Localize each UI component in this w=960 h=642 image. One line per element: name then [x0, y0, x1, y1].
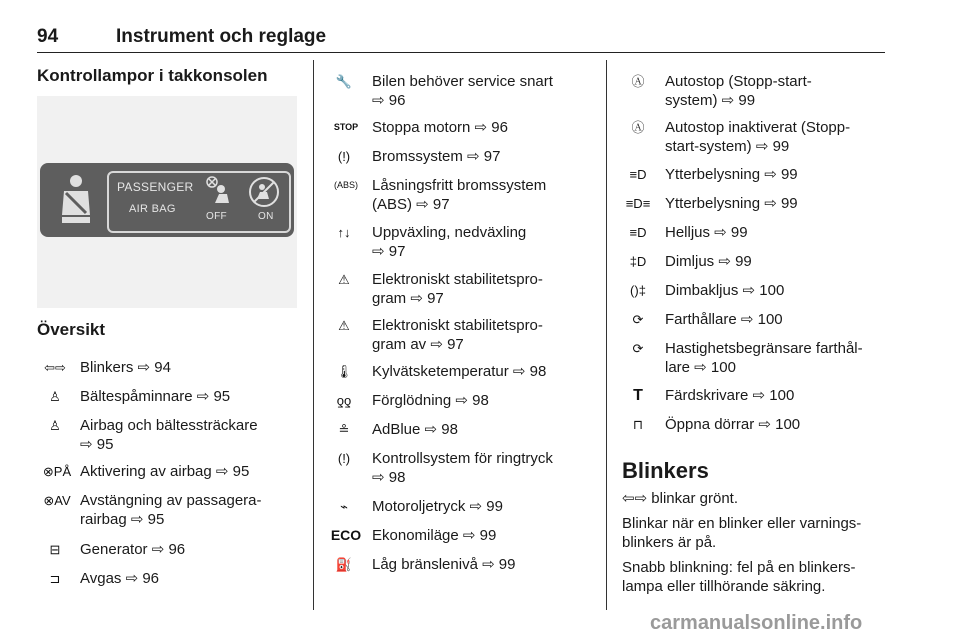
blinkers-heading: Blinkers: [622, 458, 709, 483]
list-item-cont: ⇨ 95: [80, 436, 114, 453]
fog-light-icon: ‡D: [629, 254, 647, 269]
list-item: Blinkers ⇨ 94: [80, 359, 171, 376]
list-item: Helljus ⇨ 99: [665, 224, 748, 241]
list-item: Dimbakljus ⇨ 100: [665, 282, 785, 299]
list-item-cont: start-system) ⇨ 99: [665, 138, 790, 155]
seatbelt-reminder-icon: ♙: [49, 389, 61, 404]
fuel-icon: ⛽: [335, 557, 353, 572]
list-item: Generator ⇨ 96: [80, 541, 186, 558]
esp-icon: ⚠: [338, 272, 350, 287]
list-item-cont: rairbag ⇨ 95: [80, 511, 165, 528]
list-item-cont: ⇨ 96: [372, 92, 406, 109]
off-label: OFF: [206, 211, 227, 222]
list-item-cont: gram ⇨ 97: [372, 290, 444, 307]
door-open-icon: ⊓: [632, 417, 644, 432]
list-item: Avstängning av passagera-: [80, 492, 262, 509]
brake-icon: (!): [337, 149, 351, 164]
autostop-off-icon: Ⓐ: [631, 120, 645, 135]
list-item-cont: ⇨ 97: [372, 243, 406, 260]
column-divider-1: [313, 60, 314, 610]
autostop-icon: Ⓐ: [631, 74, 645, 89]
tire-pressure-icon: (!): [337, 451, 351, 466]
list-item: Öppna dörrar ⇨ 100: [665, 416, 801, 433]
list-item: Ytterbelysning ⇨ 99: [665, 195, 798, 212]
list-item: Autostop (Stopp-start-: [665, 73, 812, 90]
list-item: Kylvätsketemperatur ⇨ 98: [372, 363, 547, 380]
list-item: Elektroniskt stabilitetspro-: [372, 271, 543, 288]
list-item: Aktivering av airbag ⇨ 95: [80, 463, 250, 480]
speed-limiter-icon: ⟳: [632, 341, 644, 356]
coolant-temp-icon: 🌡: [335, 364, 353, 379]
list-item: AdBlue ⇨ 98: [372, 421, 458, 438]
high-beam-icon: ≡D: [629, 225, 647, 240]
cruise-control-icon: ⟳: [632, 312, 644, 327]
airbag-label: AIR BAG: [129, 203, 176, 215]
list-item: Bältespåminnare ⇨ 95: [80, 388, 231, 405]
eco-icon: ECO: [330, 527, 362, 543]
list-item: Motoroljetryck ⇨ 99: [372, 498, 503, 515]
list-item-cont: (ABS) ⇨ 97: [372, 196, 450, 213]
side-light-icon: ≡D≡: [625, 196, 651, 211]
list-item: Dimljus ⇨ 99: [665, 253, 752, 270]
on-label: ON: [258, 211, 274, 222]
list-item: Ekonomiläge ⇨ 99: [372, 527, 497, 544]
airbag-on-icon: ⊗PÅ: [42, 464, 72, 479]
blinkers-text: blinkers är på.: [622, 534, 717, 551]
rear-fog-icon: ()‡: [630, 283, 646, 298]
list-item: Låg bränslenivå ⇨ 99: [372, 556, 516, 573]
list-item: Låsningsfritt bromssystem: [372, 177, 547, 194]
column-divider-2: [606, 60, 607, 610]
list-item: Bilen behöver service snart: [372, 73, 553, 90]
blinkers-text: ⇦⇨ blinkar grönt.: [622, 490, 739, 507]
watermark: carmanualsonline.info: [650, 612, 863, 634]
service-icon: 🔧: [335, 74, 353, 89]
gear-shift-icon: ↑↓: [337, 225, 351, 240]
engine-icon: ⊐: [49, 571, 61, 586]
list-item: Autostop inaktiverat (Stopp-: [665, 119, 851, 136]
stop-icon: STOP: [333, 122, 359, 132]
list-item: Bromssystem ⇨ 97: [372, 148, 501, 165]
list-item: Ytterbelysning ⇨ 99: [665, 166, 798, 183]
list-item: Elektroniskt stabilitetspro-: [372, 317, 543, 334]
battery-icon: ⊟: [49, 542, 61, 557]
list-item: Kontrollsystem för ringtryck: [372, 450, 553, 467]
page-header: [37, 26, 885, 53]
airbag-off-icon: [205, 175, 233, 205]
page-number: 94: [37, 26, 59, 47]
list-item-cont: lare ⇨ 100: [665, 359, 736, 376]
overhead-console-figure: [37, 96, 297, 308]
blinkers-text: Snabb blinkning: fel på en blinkers-: [622, 559, 856, 576]
abs-icon: (ABS): [333, 180, 358, 190]
esp-off-icon: ⚠: [338, 318, 350, 333]
list-item: Uppväxling, nedväxling: [372, 224, 527, 241]
section-title: Kontrollampor i takkonsolen: [37, 66, 268, 85]
list-item-cont: system) ⇨ 99: [665, 92, 756, 109]
exterior-light-icon: ≡D: [629, 167, 647, 182]
blinkers-text: Blinkar när en blinker eller varnings-: [622, 515, 862, 532]
airbag-label-box: [107, 171, 291, 233]
airbag-panel: [40, 163, 294, 237]
airbag-icon: ♙: [49, 418, 61, 433]
glow-plug-icon: ƍƍ: [336, 393, 352, 408]
seatbelt-icon: [54, 173, 98, 227]
list-item: Hastighetsbegränsare farthål-: [665, 340, 863, 357]
list-item: Färdskrivare ⇨ 100: [665, 387, 795, 404]
airbag-off-icon: ⊗AV: [43, 493, 71, 508]
list-item: Avgas ⇨ 96: [80, 570, 160, 587]
airbag-on-icon: [247, 175, 281, 209]
oil-pressure-icon: ⌁: [340, 499, 348, 514]
overview-title: Översikt: [37, 320, 106, 339]
page-title: Instrument och reglage: [116, 26, 327, 47]
adblue-icon: ≗: [338, 422, 350, 437]
blinkers-text: lampa eller tillhörande säkring.: [622, 578, 826, 595]
passenger-label: PASSENGER: [117, 180, 194, 194]
tachograph-icon: T: [633, 387, 643, 404]
list-item: Farthållare ⇨ 100: [665, 311, 783, 328]
list-item: Stoppa motorn ⇨ 96: [372, 119, 508, 136]
list-item: Förglödning ⇨ 98: [372, 392, 489, 409]
list-item-cont: gram av ⇨ 97: [372, 336, 464, 353]
turn-signal-icon: ⇦⇨: [44, 360, 66, 375]
list-item-cont: ⇨ 98: [372, 469, 406, 486]
list-item: Airbag och bältessträckare: [80, 417, 258, 434]
